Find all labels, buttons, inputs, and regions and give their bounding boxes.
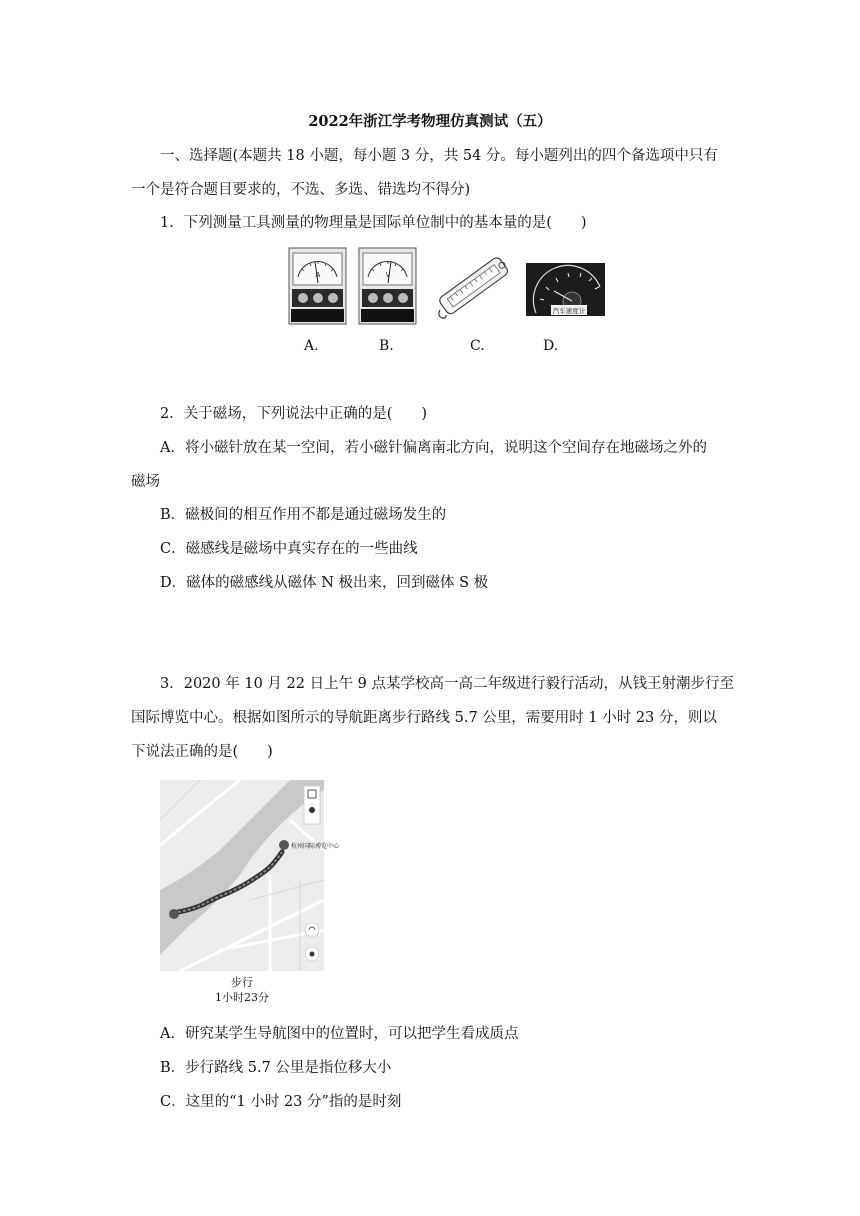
question-3-line2: 国际博览中心。根据如图所示的导航距离步行路线 5.7 公里，需要用时 1 小时 23 分，则以 (131, 710, 717, 726)
question-3-option-c: C．这里的“1 小时 23 分”指的是时刻 (160, 1094, 402, 1110)
navigation-map-image (160, 780, 340, 971)
map-caption-duration: 1小时23分 (215, 991, 269, 1004)
option-d-label: D. (543, 338, 559, 354)
speedometer-label: 汽车速度计 (552, 307, 586, 315)
spring-scale-image (432, 250, 516, 326)
page-title: 2022年浙江学考物理仿真测试（五） (308, 113, 552, 130)
question-3-option-a: A．研究某学生导航图中的位置时，可以把学生看成质点 (160, 1026, 519, 1042)
speedometer-image (526, 263, 605, 316)
question-3-line1: 3．2020 年 10 月 22 日上午 9 点某学校高一高二年级进行毅行活动，从钱王射潮步行至 (160, 676, 735, 692)
section-instructions-line1: 一、选择题(本题共 18 小题，每小题 3 分，共 54 分。每小题列出的四个备选项中只有 (160, 148, 718, 164)
option-c-label: C. (470, 338, 485, 354)
question-3-option-b: B．步行路线 5.7 公里是指位移大小 (160, 1060, 392, 1076)
ammeter-image (288, 247, 347, 325)
option-a-label: A. (304, 338, 319, 354)
question-2-option-b: B．磁极间的相互作用不都是通过磁场发生的 (160, 507, 447, 523)
question-2-option-d: D．磁体的磁感线从磁体 N 极出来，回到磁体 S 极 (160, 575, 489, 591)
question-2-option-a-line1: A．将小磁针放在某一空间，若小磁针偏离南北方向，说明这个空间存在地磁场之外的 (160, 440, 707, 456)
question-2-option-a-line2: 磁场 (131, 474, 160, 490)
question-2-option-c: C．磁感线是磁场中真实存在的一些曲线 (160, 541, 418, 557)
voltmeter-symbol: V (385, 272, 391, 279)
voltmeter-image (358, 247, 417, 325)
map-caption-mode: 步行 (231, 976, 253, 989)
question-3-line3: 下说法正确的是( ) (131, 744, 273, 760)
section-instructions-line2: 一个是符合题目要求的，不选、多选、错选均不得分) (131, 182, 471, 198)
question-2-stem: 2．关于磁场，下列说法中正确的是( ) (160, 406, 428, 422)
map-destination-label: 杭州国际博览中心 (291, 844, 340, 850)
option-b-label: B. (379, 338, 394, 354)
ammeter-symbol: A (315, 272, 321, 279)
question-1-stem: 1．下列测量工具测量的物理量是国际单位制中的基本量的是( ) (160, 215, 587, 231)
